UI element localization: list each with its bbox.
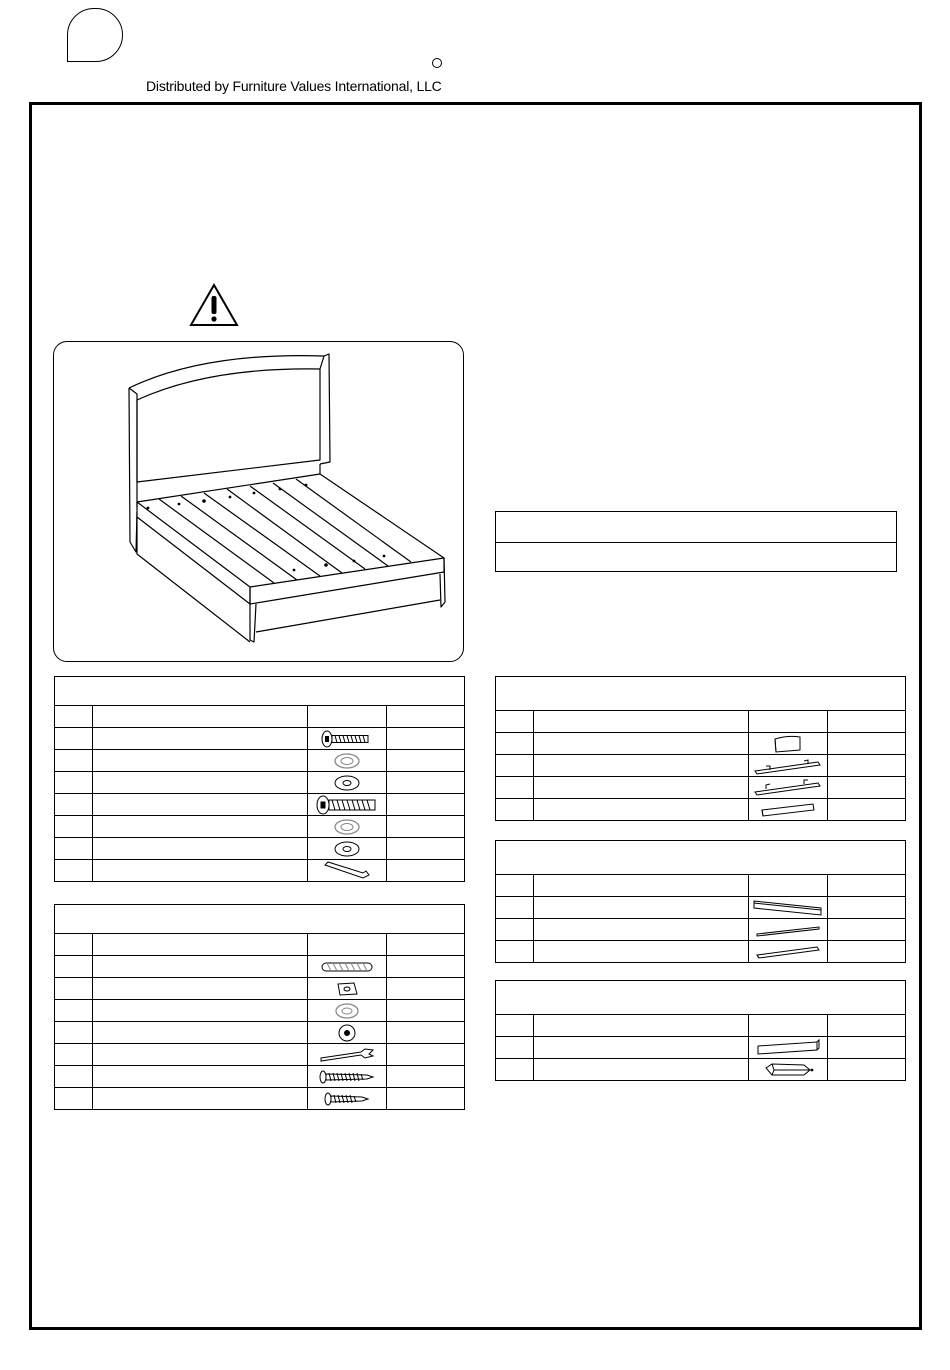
table-row xyxy=(55,978,465,1000)
header-description xyxy=(93,706,308,728)
header-no xyxy=(496,711,534,733)
table-row xyxy=(55,772,465,794)
headboard-icon xyxy=(749,733,828,755)
parts-table-c xyxy=(495,676,906,821)
table-row xyxy=(55,816,465,838)
row-no xyxy=(55,816,93,838)
row-desc xyxy=(93,728,308,750)
header-description xyxy=(534,1015,749,1037)
row-no xyxy=(55,1088,93,1110)
row-desc xyxy=(93,1066,308,1088)
hex-nut-icon xyxy=(308,1022,387,1044)
row-qty xyxy=(387,794,465,816)
table-title xyxy=(55,677,465,706)
row-no xyxy=(55,772,93,794)
info-row-2 xyxy=(496,542,896,572)
table-row xyxy=(55,1044,465,1066)
table-row xyxy=(496,1037,906,1059)
row-no xyxy=(496,799,534,821)
row-desc xyxy=(93,978,308,1000)
row-desc xyxy=(93,794,308,816)
header-image xyxy=(308,706,387,728)
row-qty xyxy=(828,1059,906,1081)
support-rail-icon xyxy=(749,941,828,963)
assembled-bed-illustration xyxy=(53,341,464,662)
row-desc xyxy=(534,897,749,919)
table-row xyxy=(55,1088,465,1110)
row-no xyxy=(55,1066,93,1088)
side-rail-right-icon xyxy=(749,777,828,799)
footboard-icon xyxy=(749,799,828,821)
row-desc xyxy=(93,1088,308,1110)
row-qty xyxy=(387,750,465,772)
row-desc xyxy=(534,799,749,821)
row-qty xyxy=(387,772,465,794)
side-rail-left-icon xyxy=(749,755,828,777)
distributor-text: Distributed by Furniture Values International, LLC xyxy=(146,78,442,94)
row-qty xyxy=(828,919,906,941)
registered-mark-icon xyxy=(432,58,442,68)
bolt-icon xyxy=(308,728,387,750)
info-row-1 xyxy=(496,512,896,542)
table-row xyxy=(496,919,906,941)
row-qty xyxy=(387,1000,465,1022)
header-image xyxy=(749,711,828,733)
row-no xyxy=(55,860,93,882)
row-desc xyxy=(93,838,308,860)
row-no xyxy=(496,1059,534,1081)
row-no xyxy=(55,794,93,816)
row-qty xyxy=(387,728,465,750)
row-no xyxy=(55,838,93,860)
row-qty xyxy=(387,1066,465,1088)
table-row xyxy=(55,838,465,860)
table-title xyxy=(496,981,906,1015)
row-desc xyxy=(93,816,308,838)
lock-washer-icon xyxy=(308,1000,387,1022)
table-row xyxy=(55,750,465,772)
header-qty xyxy=(387,706,465,728)
long-screw-icon xyxy=(308,1066,387,1088)
parts-table-e xyxy=(495,980,906,1081)
brand-logo xyxy=(67,8,123,62)
row-desc xyxy=(93,860,308,882)
row-qty xyxy=(828,799,906,821)
table-row xyxy=(55,1066,465,1088)
table-title xyxy=(496,841,906,875)
row-qty xyxy=(828,1037,906,1059)
row-no xyxy=(496,733,534,755)
header-description xyxy=(534,875,749,897)
slat-icon xyxy=(749,919,828,941)
row-qty xyxy=(828,897,906,919)
row-no xyxy=(496,755,534,777)
header-description xyxy=(534,711,749,733)
table-row xyxy=(496,799,906,821)
table-row xyxy=(496,941,906,963)
header-no xyxy=(55,706,93,728)
row-desc xyxy=(534,941,749,963)
row-desc xyxy=(534,777,749,799)
square-nut-icon xyxy=(308,978,387,1000)
header-image xyxy=(308,934,387,956)
warning-triangle-icon xyxy=(189,283,239,327)
row-qty xyxy=(828,777,906,799)
support-leg-icon xyxy=(749,1059,828,1081)
header-qty xyxy=(387,934,465,956)
row-desc xyxy=(93,956,308,978)
row-desc xyxy=(93,772,308,794)
allen-key-icon xyxy=(308,860,387,882)
table-row xyxy=(496,897,906,919)
row-desc xyxy=(93,750,308,772)
table-title xyxy=(55,905,465,934)
row-no xyxy=(55,1000,93,1022)
row-qty xyxy=(828,733,906,755)
row-no xyxy=(55,956,93,978)
table-row xyxy=(496,777,906,799)
row-no xyxy=(55,1044,93,1066)
header-qty xyxy=(828,711,906,733)
lock-washer-icon xyxy=(308,816,387,838)
flat-washer-icon xyxy=(308,772,387,794)
row-desc xyxy=(534,733,749,755)
wooden-dowel-icon xyxy=(308,956,387,978)
table-row xyxy=(55,728,465,750)
row-qty xyxy=(387,956,465,978)
header-qty xyxy=(828,875,906,897)
header-image xyxy=(749,875,828,897)
table-row xyxy=(55,956,465,978)
panel-board-icon xyxy=(749,1037,828,1059)
short-screw-icon xyxy=(308,1088,387,1110)
row-qty xyxy=(387,1088,465,1110)
row-qty xyxy=(387,860,465,882)
row-desc xyxy=(534,1037,749,1059)
row-no xyxy=(496,897,534,919)
table-title xyxy=(496,677,906,711)
row-qty xyxy=(387,816,465,838)
header-qty xyxy=(828,1015,906,1037)
row-qty xyxy=(387,1022,465,1044)
row-no xyxy=(496,1037,534,1059)
flat-washer-icon xyxy=(308,838,387,860)
large-bolt-icon xyxy=(308,794,387,816)
header-no xyxy=(55,934,93,956)
table-row xyxy=(55,1022,465,1044)
lock-washer-icon xyxy=(308,750,387,772)
row-desc xyxy=(93,1000,308,1022)
row-no xyxy=(55,1022,93,1044)
table-row xyxy=(55,794,465,816)
row-qty xyxy=(387,978,465,1000)
row-desc xyxy=(534,919,749,941)
header-no xyxy=(496,875,534,897)
row-desc xyxy=(534,1059,749,1081)
wrench-icon xyxy=(308,1044,387,1066)
info-box xyxy=(495,511,897,572)
row-desc xyxy=(534,755,749,777)
header-description xyxy=(93,934,308,956)
table-row xyxy=(55,1000,465,1022)
row-no xyxy=(496,777,534,799)
row-no xyxy=(55,750,93,772)
row-no xyxy=(496,941,534,963)
center-rail-icon xyxy=(749,897,828,919)
row-desc xyxy=(93,1022,308,1044)
row-no xyxy=(55,978,93,1000)
parts-table-d xyxy=(495,840,906,963)
hardware-table-a xyxy=(54,676,465,882)
row-desc xyxy=(93,1044,308,1066)
header-image xyxy=(749,1015,828,1037)
row-qty xyxy=(387,1044,465,1066)
table-row xyxy=(496,755,906,777)
row-qty xyxy=(828,941,906,963)
table-row xyxy=(55,860,465,882)
row-qty xyxy=(387,838,465,860)
row-no xyxy=(496,919,534,941)
table-row xyxy=(496,733,906,755)
row-no xyxy=(55,728,93,750)
hardware-table-b xyxy=(54,904,465,1110)
table-row xyxy=(496,1059,906,1081)
row-qty xyxy=(828,755,906,777)
header-no xyxy=(496,1015,534,1037)
